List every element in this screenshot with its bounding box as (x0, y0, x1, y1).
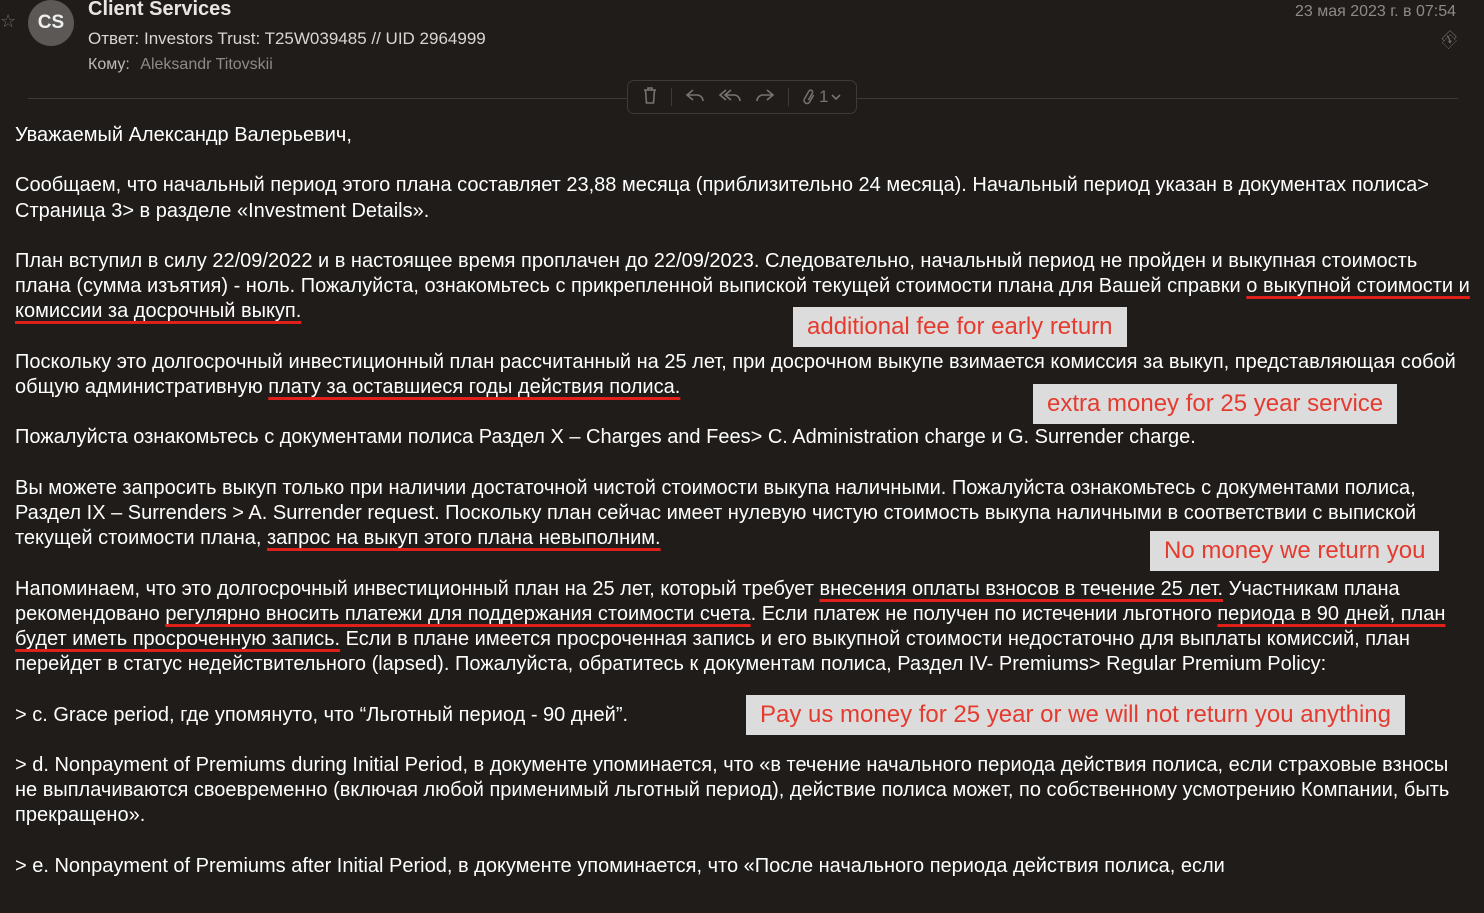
annotation-early-return-fee: additional fee for early return (793, 307, 1127, 347)
paperclip-icon: ⎘ (1438, 28, 1462, 52)
greeting: Уважаемый Александр Валерьевич, (15, 124, 352, 146)
reply-all-icon[interactable] (718, 87, 742, 108)
toolbar-separator (671, 88, 672, 106)
underlined-phrase: периода в 90 дней, план будет иметь просроченную запись. (15, 602, 1446, 650)
attachments-count: 1 (818, 87, 829, 106)
paragraph-initial-period: Сообщаем, что начальный период этого плана составляет 23,88 месяца (приблизительно 24 месяца). Начальный период указан в документах полиса> Страница 3> в разделе «Investment Details». (15, 174, 1429, 222)
paragraph-surrender-request: Вы можете запросить выкуп только при наличии достаточной чистой стоимости выкупа наличными. Пожалуйста ознакомьтесь с документами полиса, Раздел IX – Surrenders > A. Surrender request. Поскольку план сейчас имеет нулевую чистую стоимость выкупа наличными в соответствии с выпиской текущей стоимости плана, запрос на выкуп этого плана невыполним. (15, 476, 1417, 550)
recipient-row (88, 56, 273, 74)
email-body (15, 123, 1470, 904)
message-toolbar (627, 80, 857, 114)
paragraph-nonpayment-after: > e. Nonpayment of Premiums after Initial Period, в документе упоминается, что «После начального периода действия полиса, если (15, 854, 1225, 877)
underlined-phrase: о выкупной стоимости и комиссии за досрочный выкуп. (15, 275, 1470, 323)
paragraph-surrender-fee: Поскольку это долгосрочный инвестиционный план рассчитанный на 25 лет, при досрочном выкупе взимается комиссия за выкуп, представляющая собой общую административную плату за оставшиеся годы действия полиса. (15, 350, 1456, 398)
sender-name: Client Services (88, 0, 232, 20)
toolbar-separator (788, 88, 789, 106)
recipient-name[interactable]: Aleksandr Titovskii (140, 56, 273, 73)
paragraph-premiums: Напоминаем, что это долгосрочный инвестиционный план на 25 лет, который требует внесения оплаты взносов в течение 25 лет. Участникам плана рекомендовано регулярно вносить платежи для поддержания стоимости счета. Если платеж не получен по истечении льготного периода в 90 дней, план будет иметь просроченную запись. Если в плане имеется просроченная запись и его выкупной стоимости недостаточно для выплаты комиссий, план перейдет в статус недействительного (lapsed). Пожалуйста, обратитесь к документам полиса, Раздел IV- Premiums> Regular Premium Policy: (15, 577, 1446, 676)
recipient-label: Кому: (88, 56, 130, 73)
annotation-pay-25-years: Pay us money for 25 year or we will not return you anything (746, 695, 1405, 735)
underlined-phrase: внесения оплаты взносов в течение 25 лет. (819, 577, 1224, 600)
underlined-phrase: запрос на выкуп этого плана невыполним. (267, 527, 661, 550)
avatar (28, 0, 74, 46)
underlined-phrase: регулярно вносить платежи для поддержания стоимости счета (165, 602, 751, 625)
attachments-menu-button[interactable] (802, 87, 841, 107)
avatar-initials: CS (37, 12, 65, 33)
annotation-no-money-return: No money we return you (1150, 531, 1439, 571)
underlined-phrase: плату за оставшиеся годы действия полиса. (268, 375, 681, 398)
reply-icon[interactable] (685, 87, 705, 108)
paragraph-plan-status: План вступил в силу 22/09/2022 и в настоящее время проплачен до 22/09/2023. Следовательно, начальный период не пройден и выкупная стоимость плана (сумма изъятия) - ноль. Пожалуйста, ознакомьтесь с прикрепленной выпиской текущей стоимости плана для Вашей справки о выкупной стоимости и комиссии за досрочный выкуп. (15, 249, 1470, 323)
star-icon[interactable]: ☆ (0, 11, 17, 31)
paperclip-icon (802, 88, 816, 106)
forward-icon[interactable] (755, 87, 775, 108)
trash-icon[interactable] (642, 86, 658, 109)
email-date: 23 мая 2023 г. в 07:54 (1294, 3, 1456, 20)
paragraph-grace-period: > c. Grace period, где упомянуто, что “Льготный период - 90 дней”. (15, 703, 629, 726)
chevron-down-icon (831, 93, 841, 101)
annotation-25-year-service: extra money for 25 year service (1033, 384, 1397, 424)
paragraph-nonpayment-initial: > d. Nonpayment of Premiums during Initial Period, в документе упоминается, что «в течение начального периода действия полиса, если страховые взносы не выплачиваются своевременно (включая любой применимый льготный период), действие полиса может, по собственному усмотрению Компании, быть прекращено». (15, 753, 1450, 827)
paragraph-charges: Пожалуйста ознакомьтесь с документами полиса Раздел X – Charges and Fees> C. Administration charge и G. Surrender charge. (15, 426, 1196, 449)
email-subject: Ответ: Investors Trust: T25W039485 // UID 2964999 (88, 29, 486, 48)
